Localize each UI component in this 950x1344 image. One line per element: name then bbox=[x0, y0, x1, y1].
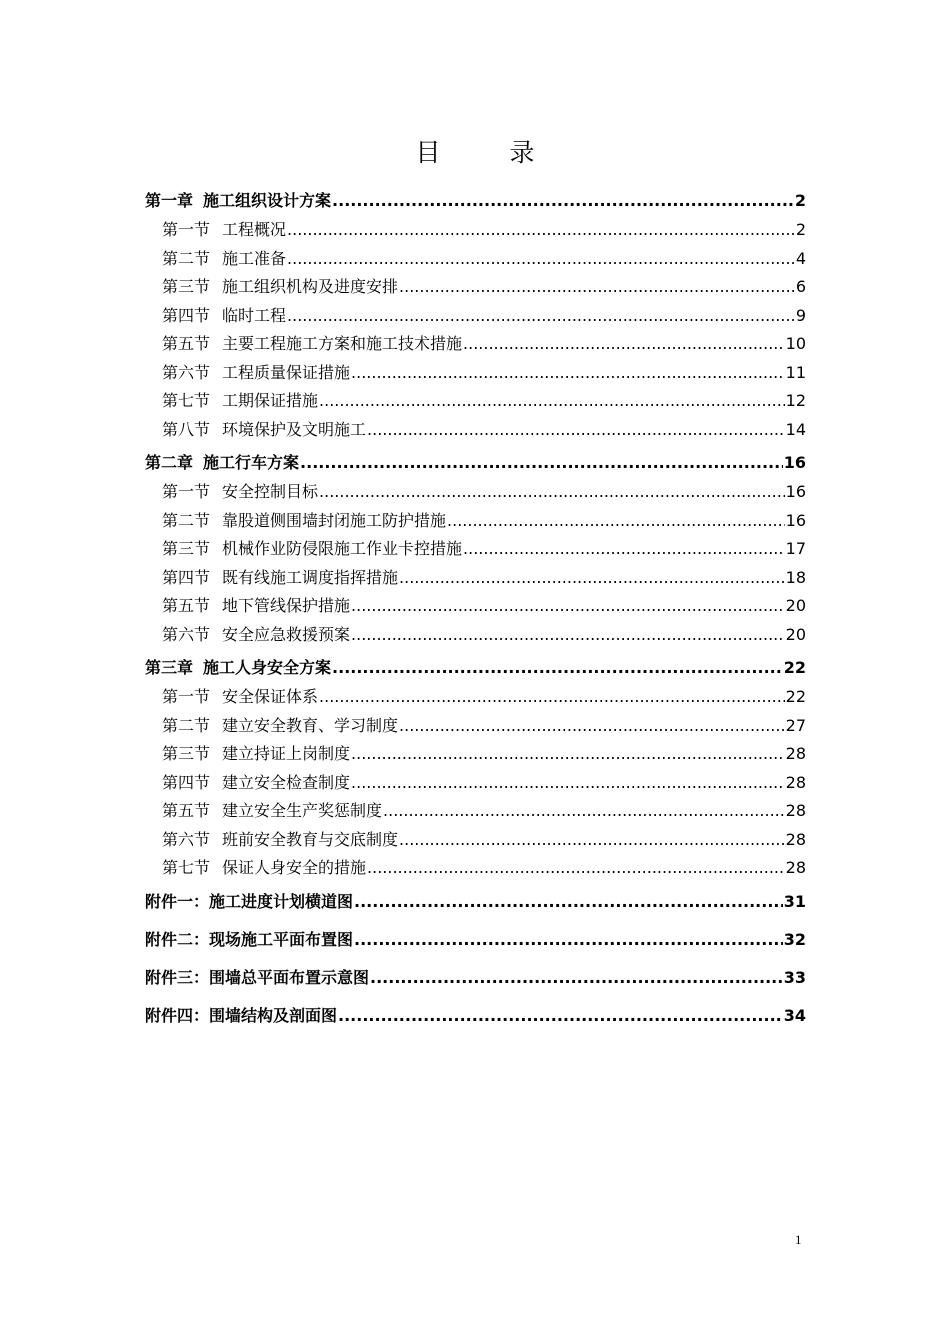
page-ref: 27 bbox=[785, 715, 806, 735]
section-title: 既有线施工调度指挥措施 bbox=[222, 567, 399, 587]
dot-leader bbox=[383, 797, 785, 826]
toc-section[interactable] bbox=[145, 797, 806, 826]
page-ref: 16 bbox=[783, 453, 806, 472]
page-ref: 4 bbox=[795, 248, 806, 268]
dot-leader bbox=[351, 740, 785, 769]
dot-leader bbox=[351, 769, 785, 798]
section-number: 第三节 bbox=[162, 277, 211, 296]
toc-section[interactable] bbox=[145, 535, 806, 564]
chapter-title: 施工人身安全方案 bbox=[203, 658, 332, 677]
toc-chapter-3[interactable] bbox=[145, 653, 806, 683]
toc-section[interactable] bbox=[145, 507, 806, 536]
section-title: 工期保证措施 bbox=[222, 391, 319, 410]
page-ref: 9 bbox=[795, 305, 806, 325]
toc-section[interactable] bbox=[145, 330, 806, 359]
page-ref: 17 bbox=[785, 539, 806, 558]
page-ref: 28 bbox=[785, 801, 806, 820]
toc-section[interactable] bbox=[145, 359, 806, 388]
toc-section[interactable] bbox=[145, 769, 806, 798]
toc-section[interactable] bbox=[145, 621, 806, 650]
chapter-number: 第一章 bbox=[145, 191, 194, 210]
page-ref: 22 bbox=[785, 687, 806, 706]
dot-leader bbox=[287, 302, 795, 331]
toc-section[interactable] bbox=[145, 273, 806, 302]
toc-section[interactable] bbox=[145, 387, 806, 416]
dot-leader bbox=[332, 653, 783, 683]
page-ref: 12 bbox=[785, 391, 806, 410]
section-title: 地下管线保护措施 bbox=[222, 596, 351, 615]
section-title: 主要工程施工方案和施工技术措施 bbox=[222, 334, 463, 353]
toc-section[interactable] bbox=[145, 683, 806, 712]
section-title: 临时工程 bbox=[222, 305, 287, 325]
dot-leader bbox=[287, 216, 795, 245]
toc-section[interactable] bbox=[145, 216, 806, 245]
appendix-title: 附件二：现场施工平面布置图 bbox=[145, 929, 354, 949]
dot-leader bbox=[367, 854, 785, 883]
section-number: 第六节 bbox=[162, 829, 211, 849]
section-title: 工程质量保证措施 bbox=[222, 362, 351, 382]
dot-leader bbox=[332, 186, 794, 216]
section-number: 第七节 bbox=[162, 858, 211, 877]
toc-chapter-1[interactable] bbox=[145, 186, 806, 216]
page-ref: 28 bbox=[785, 772, 806, 792]
toc-section[interactable] bbox=[145, 592, 806, 621]
page-ref: 28 bbox=[785, 744, 806, 763]
dot-leader bbox=[354, 921, 783, 959]
section-number: 第三节 bbox=[162, 539, 211, 558]
section-title: 建立持证上岗制度 bbox=[222, 744, 351, 763]
section-number: 第四节 bbox=[162, 305, 211, 325]
section-number: 第一节 bbox=[162, 220, 211, 239]
dot-leader bbox=[338, 997, 783, 1035]
page-ref: 20 bbox=[785, 624, 806, 644]
section-title: 建立安全检查制度 bbox=[222, 772, 351, 792]
section-title: 靠股道侧围墙封闭施工防护措施 bbox=[222, 510, 447, 530]
dot-leader bbox=[399, 564, 785, 593]
dot-leader bbox=[399, 712, 785, 741]
dot-leader bbox=[319, 683, 785, 712]
dot-leader bbox=[300, 448, 783, 478]
section-number: 第八节 bbox=[162, 419, 211, 439]
page-ref: 31 bbox=[783, 891, 806, 911]
toc-section[interactable] bbox=[145, 854, 806, 883]
toc-section[interactable] bbox=[145, 564, 806, 593]
toc-appendix-3[interactable] bbox=[145, 959, 806, 997]
page-ref: 33 bbox=[783, 967, 806, 987]
dot-leader bbox=[463, 535, 785, 564]
section-number: 第二节 bbox=[162, 715, 211, 735]
toc-section[interactable] bbox=[145, 740, 806, 769]
toc-section[interactable] bbox=[145, 712, 806, 741]
section-number: 第六节 bbox=[162, 624, 211, 644]
dot-leader bbox=[351, 621, 785, 650]
section-title: 工程概况 bbox=[222, 220, 287, 239]
page-ref: 16 bbox=[785, 482, 806, 501]
toc-section[interactable] bbox=[145, 826, 806, 855]
section-number: 第五节 bbox=[162, 334, 211, 353]
page-ref: 18 bbox=[785, 567, 806, 587]
dot-leader bbox=[447, 507, 785, 536]
appendix-title: 附件一：施工进度计划横道图 bbox=[145, 891, 354, 911]
page-ref: 10 bbox=[785, 334, 806, 353]
dot-leader bbox=[351, 592, 785, 621]
page-ref: 34 bbox=[783, 1005, 806, 1025]
dot-leader bbox=[399, 273, 795, 302]
toc-section[interactable] bbox=[145, 245, 806, 274]
chapter-title: 施工组织设计方案 bbox=[203, 191, 332, 210]
page-ref: 14 bbox=[785, 419, 806, 439]
dot-leader bbox=[370, 959, 783, 997]
toc-chapter-2[interactable] bbox=[145, 448, 806, 478]
toc-appendix-1[interactable] bbox=[145, 883, 806, 921]
page-ref: 6 bbox=[795, 277, 806, 296]
appendix-title: 附件三：围墙总平面布置示意图 bbox=[145, 967, 370, 987]
section-number: 第七节 bbox=[162, 391, 211, 410]
section-number: 第五节 bbox=[162, 596, 211, 615]
section-title: 建立安全教育、学习制度 bbox=[222, 715, 399, 735]
dot-leader bbox=[354, 883, 783, 921]
page-ref: 2 bbox=[794, 191, 806, 210]
section-title: 环境保护及文明施工 bbox=[222, 419, 367, 439]
section-number: 第一节 bbox=[162, 482, 211, 501]
dot-leader bbox=[319, 387, 785, 416]
section-title: 安全应急救援预案 bbox=[222, 624, 351, 644]
page-ref: 20 bbox=[785, 596, 806, 615]
chapter-number: 第三章 bbox=[145, 658, 194, 677]
toc-section[interactable] bbox=[145, 416, 806, 445]
chapter-number: 第二章 bbox=[145, 453, 194, 472]
page-ref: 11 bbox=[785, 362, 806, 382]
section-title: 班前安全教育与交底制度 bbox=[222, 829, 399, 849]
section-title: 安全控制目标 bbox=[222, 482, 319, 501]
appendix-title: 附件四：围墙结构及剖面图 bbox=[145, 1005, 338, 1025]
toc-appendix-2[interactable] bbox=[145, 921, 806, 959]
dot-leader bbox=[367, 416, 785, 445]
section-number: 第五节 bbox=[162, 801, 211, 820]
page-ref: 28 bbox=[785, 858, 806, 877]
page-number: 1 bbox=[795, 1232, 802, 1247]
chapter-title: 施工行车方案 bbox=[203, 453, 300, 472]
section-number: 第二节 bbox=[162, 248, 211, 268]
page-ref: 28 bbox=[785, 829, 806, 849]
dot-leader bbox=[287, 245, 795, 274]
toc-appendix-4[interactable] bbox=[145, 997, 806, 1035]
section-title: 建立安全生产奖惩制度 bbox=[222, 801, 383, 820]
section-title: 安全保证体系 bbox=[222, 687, 319, 706]
dot-leader bbox=[351, 359, 785, 388]
section-number: 第四节 bbox=[162, 567, 211, 587]
page-ref: 16 bbox=[785, 510, 806, 530]
section-title: 保证人身安全的措施 bbox=[222, 858, 367, 877]
section-number: 第二节 bbox=[162, 510, 211, 530]
dot-leader bbox=[399, 826, 785, 855]
section-number: 第六节 bbox=[162, 362, 211, 382]
toc-section[interactable] bbox=[145, 478, 806, 507]
table-of-contents bbox=[145, 186, 806, 1035]
section-title: 机械作业防侵限施工作业卡控措施 bbox=[222, 539, 463, 558]
dot-leader bbox=[463, 330, 785, 359]
section-title: 施工组织机构及进度安排 bbox=[222, 277, 399, 296]
page-ref: 32 bbox=[783, 929, 806, 949]
page-ref: 2 bbox=[795, 220, 806, 239]
toc-section[interactable] bbox=[145, 302, 806, 331]
section-number: 第一节 bbox=[162, 687, 211, 706]
dot-leader bbox=[319, 478, 785, 507]
section-title: 施工准备 bbox=[222, 248, 287, 268]
toc-title: 目 录 bbox=[415, 138, 557, 167]
section-number: 第三节 bbox=[162, 744, 211, 763]
section-number: 第四节 bbox=[162, 772, 211, 792]
page-ref: 22 bbox=[783, 658, 806, 677]
